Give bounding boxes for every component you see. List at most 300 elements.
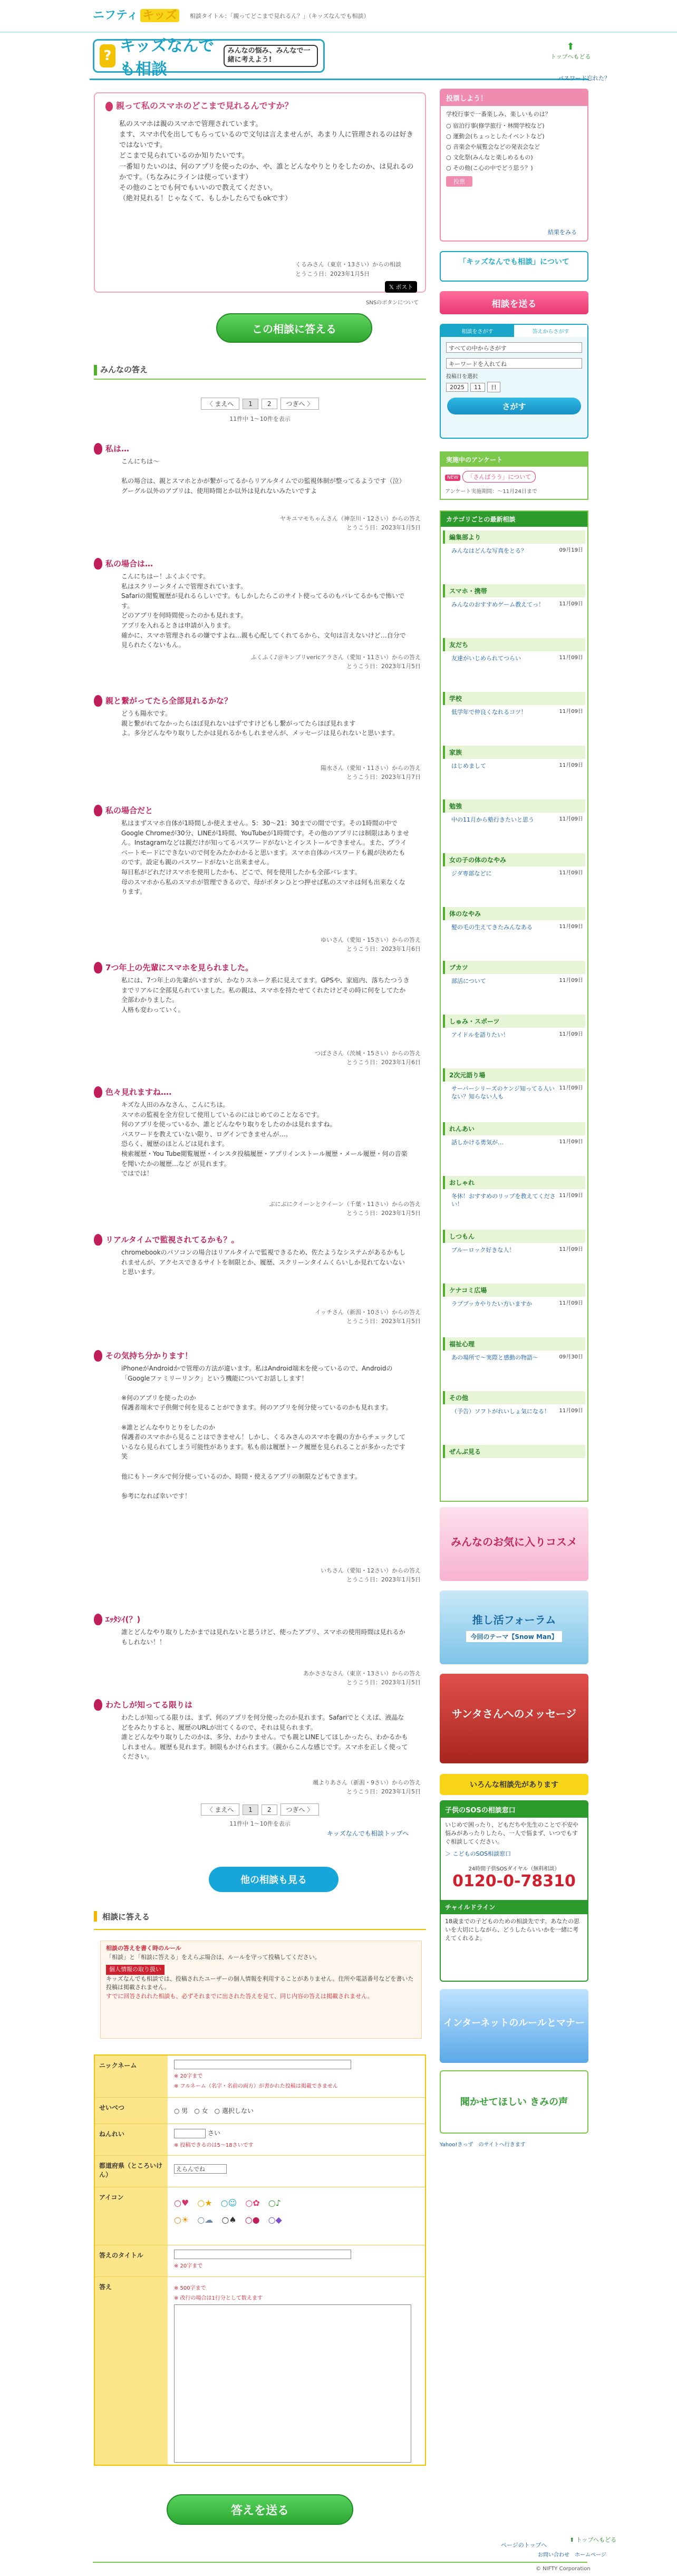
icon-label: アイコン [95,2187,168,2245]
category-item-date: 09月30日 [559,1354,583,1360]
category-name[interactable]: ぜんぶ見る [443,1445,585,1458]
category-item-label: はじめまして [451,763,486,769]
form-row-nickname [95,2056,425,2098]
category-block [443,1015,585,1039]
poll-result-link[interactable]: 結果をみる [548,229,577,236]
category-block [443,692,585,716]
category-item-label: 低学年で仲良くなれるコツ！ [451,709,527,716]
rules-title: 相談の答えを書く時のルール [106,1945,181,1952]
question-date: とうこう日：2023年1月5日 [295,271,370,277]
answer-title: 私の場合は… [105,559,153,568]
gender-none-label: 選択しない [221,2107,254,2115]
rules-line: キッズなんでも相談では、投稿されたユーザーの個人情報を利用することがありません。住所や電話番号などを書いた投稿は掲載されません。 [106,1975,414,1991]
category-name[interactable]: しゅみ・スポーツ [443,1015,585,1028]
category-block [443,1176,585,1209]
answer-icon [94,1699,102,1711]
x-post-button[interactable] [385,281,417,293]
childline-body: 18歳までの子どものための相談先です。あなたの思いを大切にしながら、どうしたらいいかを一緒に考えてくれるよ。 [445,1917,580,1942]
answer-body: 誰とどんなやり取りしたかまでは見れないと思うけど、使ったアプリ、スマホの使用時間は見れるかもしれない！！ [121,1628,405,1646]
poll-option-label: 文化祭(みんなと楽しめるもの) [453,154,533,161]
category-item-date: 11月09日 [559,655,583,661]
answer-date: とうこう日：2023年1月6日 [346,1059,421,1066]
pager-prev[interactable]: 〈 まえへ [201,398,240,410]
survey-heading: 実施中のアンケート [441,452,587,467]
search-box [440,324,588,439]
poll-option[interactable]: ○ 運動会(ちょっとしたイベントなど) [446,133,545,140]
question-author: くるみさん（東京・13さい）からの相談 [295,261,401,268]
answer-body: こんにちはー！ふくふくです。 私はスクリーンタイムで管理されています。 Safariの閲覧履歴が見れるらしいです。もしかしたらこのサイト使ってるのもバレてるかもで怖いです。 どのアプリを何時間使ったのかも見れます。 アプリを入れるときは申請が入ります。 確かに、スマホ管理されるの嫌ですよね…親も心配してくれてるから、文句は言えないけど…自分で見られたくないもん。 [121,573,406,649]
category-block [443,1230,585,1254]
footer-links[interactable]: お問い合わせ ホームページ [538,2552,606,2558]
net-rules-banner[interactable]: インターネットのルールとマナー [440,1989,588,2063]
category-item-label: 冬休！おすすめのリップを教えてください！ [451,1193,556,1208]
answer-date: とうこう日：2023年1月5日 [346,524,421,531]
answer-title: わたしが知ってる限りは [105,1700,193,1710]
category-block [443,1122,585,1146]
gender-radio-none[interactable]: ○ 選択しない [214,2107,254,2115]
category-latest-item[interactable] [443,813,585,824]
answer-body: iPhoneがAndroidかで管理の方法が違います。私はAndroid端末を使っているので、Androidの「Googleファミリーリンク」という機能についてお話しします！ ※何のアプリを使ったのか 保護者端末で子供側で何を見ることができます。何のアプリを何分使っているのかも見れます。 ※誰とどんなやりとりをしたのか 保護者のスマホから見ることはできません！しかし、くるみさんのスマホを親の方からチェックしているなら見られてしまう可能性があります。私も前は履歴トーク履歴を見られることが多かったです笑 他にもトータルで何分使っているのか、時間・使えるアプリの制限などもできます。 参考になれば幸いです！ [121,1365,406,1500]
new-badge: NEW [445,475,460,481]
form-heading: 相談に答える [94,1904,426,1930]
answer-author: ゆいさん（愛知・15さい）からの答え [321,937,421,943]
answer-title: 私の場合だと [105,806,153,815]
category-name[interactable]: 家族 [443,746,585,759]
category-item-date: 11月09日 [559,816,583,822]
pager-page-2[interactable]: 2 [262,399,277,409]
top-back-label: トップへもどる [576,2536,617,2543]
category-block [443,1445,585,1458]
answer-item [94,1614,426,1698]
answer-icon [94,805,102,816]
form-row-icon [95,2187,425,2245]
category-name[interactable]: 女の子の体のなやみ [443,853,585,866]
category-item-label: 中の11月から塾行きたいと思う [451,816,534,823]
category-name[interactable]: 福祉心理 [443,1337,585,1350]
category-item-label: 友達がいじめられてつらい [451,655,521,662]
category-item-label: ジダ専部などに [451,870,492,877]
category-block [443,799,585,824]
survey-period: アンケート実施期間：〜11月24日まで [445,489,537,495]
pager-next[interactable]: つぎへ 〉 [281,398,320,410]
answer-icon [94,443,102,455]
icon-choice-star-icon[interactable]: ○★ [197,2198,212,2208]
category-item-date: 11月09日 [559,1408,583,1414]
yahoo-link[interactable]: Yahoo!きっず のサイトへ行きます [440,2142,526,2148]
poll-option[interactable]: ○ 宿泊行事(修学旅行・林間学校など) [446,122,545,130]
category-item-label: サーバーシリーズのケンジ知ってる人いない？知らない人も [451,1085,555,1101]
answer-date: とうこう日：2023年1月7日 [346,774,421,780]
category-name[interactable]: その他 [443,1391,585,1404]
answer-body: chromebookのパソコンの場合はリアルタイムで監視できるため、佐たようなシステムがあるかもしれませんが、アクセスできるサイトを制限とか、履歴、スクリーンタイムくらいしか見れてないないと思います。 [121,1249,406,1276]
sos-tel-label: 24時間子供SOSダイヤル（無料相談） [468,1866,560,1872]
icon-choice-sun-icon[interactable]: ○☀ [174,2215,189,2225]
category-item-date: 11月09日 [559,924,583,930]
arrow-up-icon: ⬆ [566,41,575,52]
answer-item [94,962,426,1066]
title-label: 答えのタイトル [95,2245,168,2276]
category-block [443,1337,585,1362]
category-item-date: 11月09日 [559,1300,583,1306]
category-latest-item[interactable] [443,1135,585,1146]
answer-icon [94,1086,102,1098]
category-item-date: 11月09日 [559,870,583,876]
answer-item [94,805,426,952]
pager-top [94,398,426,410]
pager-page-2[interactable]: 2 [262,1805,277,1815]
age-unit: さい [207,2129,220,2137]
category-block [443,1068,585,1101]
answer-author: 颯よりあさん（新潟・9さい）からの答え [313,1779,421,1786]
top-link-label: トップへもどる [550,53,591,60]
search-tab-questions[interactable]: 相談をさがす [441,325,514,337]
see-other-button[interactable]: 他の相談も見る [209,1867,338,1892]
pref-select[interactable]: えらんでね [174,2164,227,2174]
logo-text: ニフティ [93,9,139,22]
poll-question: 学校行事で一番楽しみ、楽しいものは？ [446,111,551,118]
category-block [443,1284,585,1308]
pager-bottom [94,1803,426,1816]
category-item-label: みんなはどんな写真をとる？ [451,547,527,554]
category-latest-item[interactable] [443,651,585,662]
answer-date: とうこう日：2023年1月5日 [346,1210,421,1217]
pager-page-1[interactable]: 1 [243,399,258,409]
submit-answer-button[interactable]: 答えを送る [167,2494,353,2525]
answer-author: ぶにぶにクイーンとクイーン（千葉・11さい）からの答え [269,1201,421,1208]
category-item-label: 髪の毛の生えてきたみんなある [451,924,533,931]
title-note: ※ 20字まで [174,2263,203,2269]
category-latest-item[interactable] [443,1028,585,1039]
answer-author: イッチさん（新潟・10さい）からの答え [315,1309,421,1316]
answer-title: 親と繋がってたら全部見れるかな？ [105,696,233,706]
answer-textarea[interactable] [174,2304,411,2463]
answer-author: つばささん（茨城・15さい）からの答え [315,1050,421,1057]
brand-icon: ? [100,44,115,67]
answer-icon [94,558,102,570]
arrow-up-icon: ⬆ [569,2536,576,2543]
category-name[interactable]: 体のなやみ [443,907,585,920]
answer-date: とうこう日：2023年1月5日 [346,1788,421,1795]
category-item-date: 11月09日 [559,1139,583,1145]
category-name[interactable]: 学校 [443,692,585,705]
site-logo[interactable] [93,6,179,23]
answer-date: とうこう日：2023年1月5日 [346,1576,421,1583]
gender-label: せいべつ [95,2098,168,2124]
about-banner[interactable]: 「キッズなんでも相談」について [440,251,588,282]
gender-radio-female[interactable]: ○ 女 [194,2107,208,2115]
password-link[interactable]: パスワード忘れた？ [558,75,610,82]
category-latest-item[interactable] [443,1404,585,1415]
category-block [443,584,585,609]
category-block [443,530,585,555]
answer-author: あかささなさん（東京・13さい）からの答え [303,1670,421,1677]
top-back-link[interactable] [550,41,591,61]
icon-choice-drop-icon[interactable]: ○● [245,2215,260,2225]
category-latest-item[interactable] [443,1243,585,1254]
pref-label: 都道府県（ところいけん） [95,2156,168,2187]
category-block [443,907,585,931]
answer-body: 私はまずスマホ自体が1時間しか使えません。5：30〜21：30までの間でです。その1時間の中でGoogle Chromeが30分、LINEが1時間、YouTubeが1時間です。その他のアプリには制限はありません。Instagramなどは親だけが知ってるパスワードがないとインストールできません。また、プライベートモードにできないので何をみたかわかると思います。スマホ自体のパスワードも親が決めたものです。設定も親のパスワードがないと出来ません。 毎日私がどれだけスマホを使用したかも、どこで、何を使用したかも全部バレます。 母のスマホから私のスマホが管理できるので、母がボタンひとつ押せば私のスマホは何も出来なくなります。 [121,819,409,896]
answer-author: ふくふく♪＠キンプリvericアラさん（愛知・11さい）からの答え [250,654,421,661]
category-item-label: 部活について [451,978,486,985]
answer-icon [94,1350,102,1362]
send-question-button[interactable]: 相談を送る [440,291,588,314]
answer-item [94,1234,426,1329]
form-row-age [95,2124,425,2156]
category-name[interactable]: ブカツ [443,961,585,974]
category-item-date: 11月09日 [559,1247,583,1252]
answer-title: 色々見れますね…. [105,1087,172,1097]
answer-item [94,1699,426,1805]
answer-item [94,1350,426,1582]
category-item-label: （予告）ソフトがれいしょ気になる！ [451,1408,550,1415]
poll-option[interactable]: ○ その他(こ心の中でどう思う？) [446,165,533,172]
question-icon [105,102,113,111]
category-name[interactable]: スマホ・携帯 [443,584,585,597]
answer-note: ※ 500字まで [174,2285,206,2291]
category-list [440,510,588,1502]
pager-prev[interactable]: 〈 まえへ [201,1803,240,1816]
category-item-label: みんなのおすすめゲーム教えてっ！ [451,601,545,608]
sos-heading: 子供のSOSの相談窓口 [441,1801,587,1818]
category-latest-item[interactable] [443,597,585,609]
form-row-title [95,2245,425,2277]
icon-choice-spade-icon[interactable]: ○♠ [221,2215,237,2225]
answer-title: 7つ年上の先輩にスマホを見られました。 [105,963,254,972]
copyright: © NIFTY Corporation [536,2566,591,2572]
pager-next[interactable]: つぎへ 〉 [281,1803,320,1816]
icon-choices [174,2195,417,2228]
category-item-label: あの場所で〜実際と感動の物語〜 [451,1354,538,1361]
category-item-date: 09月19日 [559,547,583,553]
poll-option-label: 音楽会や展覧会などの発表会など [453,143,540,151]
question-line: 私のスマホは親のスマホで管理されています。 [119,120,263,128]
category-block [443,638,585,662]
nickname-note: ※ 20字まで [174,2073,203,2079]
pager-page-1[interactable]: 1 [243,1805,258,1815]
answer-title: リアルタイムで監視されてるかも？。 [105,1235,239,1244]
answer-this-button[interactable]: この相談に答える [216,313,372,343]
answer-icon [94,695,102,707]
answer-body: どうも陽水です。 親と繋がれてなかったらほぼ見れないはずですけどもし繋がってたらほぼ見れます よ。多分どんなやり取りしたかは見れるかもしれませんが、メッセージは見られないと思います。 [121,710,399,737]
category-latest-item[interactable] [443,705,585,716]
category-name[interactable]: 友だち [443,638,585,651]
brand-title: キッズなんでも相談 [119,37,215,79]
answer-body: わたしが知ってる限りは、まず、何のアプリを何分使ったのか見れます。Safariでとくえば、液晶などをみたりすると、履歴のURLが出てくるので、それは見られます。 誰とどんなやり取りしたのかは、多分、わかりません。でも親とLINEしてほしかったら、わかるかもしれません。履歴も見れます。制限もかけられます。（親からこんな感じです。スマホを正しく使ってください。 [121,1714,408,1761]
question-line: 一番知りたいのは、何のアプリを使ったのか、や、誰とどんなやりとりをしたのか、は見れるのかです。（ちなみにラインは使っています） [119,162,414,181]
category-item-date: 11月09日 [559,1031,583,1037]
poll-heading: 投票しよう！ [441,90,587,106]
category-latest-item[interactable] [443,759,585,770]
oshikatsu-banner[interactable] [440,1590,588,1664]
category-latest-item[interactable] [443,1350,585,1362]
x-post-label: ポスト [395,284,413,291]
answer-note2: ※ 改行の場合は1行分として数えます [174,2295,263,2301]
category-item-label: 話しかける勇気が… [451,1139,504,1146]
form-row-answer [95,2277,425,2465]
category-name[interactable]: しつもん [443,1230,585,1243]
nickname-note2: ※ フルネーム（名字・名前の両方）が書かれた投稿は掲載できません [174,2083,338,2089]
age-label: ねんれい [95,2124,168,2155]
santa-banner[interactable]: サンタさんへのメッセージ [440,1674,588,1763]
answer-author: いちさん（愛知・12さい）からの答え [321,1567,421,1574]
question-line: （絶対見れる！じゃなくて、もしかしたらでもokです） [119,194,292,202]
category-latest-item[interactable] [443,920,585,931]
oshikatsu-theme: 今回のテーマ【Snow Man】 [466,1631,562,1642]
category-item-label: ブルーロック好きな人！ [451,1247,515,1253]
category-name[interactable]: ケナコミ広場 [443,1284,585,1297]
nickname-label: ニックネーム [95,2056,168,2097]
answer-form [94,2054,426,2466]
answer-label: 答え [95,2277,168,2465]
gender-male-label: 男 [181,2107,188,2115]
category-item-date: 11月09日 [559,1085,583,1091]
poll-option[interactable]: ○ 文化祭(みんなと楽しめるもの) [446,154,533,161]
poll-option-label: 運動会(ちょっとしたイベントなど) [453,133,545,140]
answer-item [94,1086,426,1217]
poll-option-label: 宿泊行事(修学旅行・林間学校など) [453,122,545,130]
survey-link[interactable]: 「さんばうう」について [462,471,536,483]
question-line: その他のことでも何でもいいので教えてください。 [119,184,277,192]
rules-line: すでに回答されれた相談も、必ずそれまでに出された答えを見て、同じ内容の答えは掲載されません。 [106,1992,373,2000]
category-latest-item[interactable] [443,866,585,877]
category-item-date: 11月09日 [559,709,583,715]
title-input[interactable] [174,2250,351,2259]
form-row-pref [95,2156,425,2187]
age-note: ※ 投稿できるのは5〜18さいです [174,2142,254,2148]
sos-link[interactable]: ＞ こどものSOS相談窓口 [445,1850,511,1857]
answer-icon [94,1234,102,1246]
category-item-date: 11月09日 [559,763,583,768]
category-latest-item[interactable] [443,1297,585,1308]
nickname-input[interactable] [174,2060,351,2069]
category-item-date: 11月09日 [559,1193,583,1199]
search-month-select[interactable]: 11 [470,383,485,392]
poll-box [440,89,588,242]
answer-icon [94,1614,102,1625]
answers-heading: みんなの答え [94,364,426,380]
category-name[interactable]: 2次元語り場 [443,1068,585,1082]
category-latest-item[interactable] [443,1082,585,1101]
consult-places-heading: いろんな相談先があります [440,1774,588,1795]
top-back-link-bottom[interactable] [569,2535,616,2544]
search-year-select[interactable]: 2025 [446,383,468,392]
answer-author: 陽水さん（愛知・11さい）からの答え [321,765,421,771]
answer-author: ヤキユマモちゃんさん（神奈川・12さい）からの答え [280,515,421,522]
question-title [105,99,293,111]
page-top-link[interactable]: ページのトップへ [501,2542,547,2549]
voice-banner[interactable]: 聞かせてほしい きみの声 [440,2070,588,2134]
survey-box [440,451,588,500]
to-top-link[interactable]: キッズなんでも相談トップへ [327,1830,409,1837]
oshikatsu-title: 推し活フォーラム [472,1614,556,1626]
icon-choice-heart-icon[interactable]: ○♥ [174,2198,189,2208]
sns-note-link[interactable]: SNSのボタンについて [366,300,419,306]
search-button[interactable]: さがす [447,398,581,414]
category-item-label: アイドルを語りたい！ [451,1031,509,1038]
category-item-label: ラプブッカやりたい方いますか [451,1300,533,1307]
icon-choice-flower-icon[interactable]: ○✿ [245,2198,260,2208]
logo-kids: キッズ [140,9,179,22]
category-block [443,746,585,770]
form-row-gender [95,2098,425,2124]
poll-option[interactable]: ○ 音楽会や展覧会などの発表会など [446,143,540,151]
answer-item [94,695,426,779]
x-icon: 𝕏 [389,284,396,291]
search-keyword-input[interactable]: キーワードを入れてね [446,358,582,369]
category-name[interactable]: おしゃれ [443,1176,585,1189]
question-body [119,119,414,204]
search-date-label: 投稿日を選択 [446,374,478,380]
poll-vote-button[interactable]: 投票 [446,176,472,187]
brand-subtitle: みんなの悩み、みんなで一緒に考えよう! [224,45,318,67]
search-category-select[interactable]: すべての中からさがす [446,342,582,353]
category-name[interactable]: れんあい [443,1122,585,1135]
rules-line: 「相談」と「相談に答える」をえらぶ場合は、ルールを守って投稿してください。 [106,1953,321,1961]
answer-date: とうこう日：2023年1月5日 [346,663,421,670]
breadcrumb: 相談タイトル：「親ってどこまで見れるん？」（キッズなんでも相談） [190,13,370,20]
cosme-banner[interactable]: みんなのお気に入りコスメ [440,1507,588,1581]
category-latest-item[interactable] [443,974,585,985]
category-latest-item[interactable] [443,544,585,555]
icon-choice-cloud-icon[interactable]: ○☁ [197,2215,214,2225]
rules-subhead: 個人情報の取り扱い [106,1965,165,1975]
brand-logo[interactable] [93,37,325,79]
answer-icon [94,962,102,973]
category-block [443,853,585,877]
sos-box [440,1800,588,1982]
question-line: ます、スマホ代を出してもらっているので文句は言えませんが、あまり人に管理されるのは好きではないです。 [119,131,413,150]
answer-item [94,443,426,533]
childline-heading[interactable]: チャイルドライン [441,1900,587,1914]
answer-body: 私には、7つ年上の先輩がいますが、かなりスネーク系に見えてます。GPSや、家庭内、落ちたつうきまでリアルに全部見られていました。私の親は、スマホを持たせてくれたけどその時に何をしてたか全部わかりました。 人格も変わっていく。 [121,977,410,1014]
search-day-select[interactable]: 日 [487,382,500,392]
answer-body: こんにちは〜 私の場合は、親とスマホとかが繋がってるからリアルタイムでの監視体制が整ってるようです（泣） グーグル以外のアプリは、使用時間とか以外は見れないみたいですよ [121,458,405,495]
answer-title: 私は… [105,444,130,454]
icon-choice-smile-icon[interactable]: ○☺ [220,2198,237,2208]
question-line: どこまで見られているのか知りたいです。 [119,152,249,160]
category-item-date: 11月09日 [559,978,583,983]
gender-radio-male[interactable]: ○ 男 [174,2107,188,2115]
search-tab-answers[interactable]: 答えからさがす [514,325,587,337]
category-name[interactable]: 勉強 [443,799,585,813]
category-item-date: 11月09日 [559,601,583,607]
sos-tel-number[interactable]: 0120-0-78310 [452,1871,576,1890]
pager-count: 11件中 1～10件を表示 [229,1820,291,1827]
question-title-text: 親って私のスマホのどこまで見れるんですか？ [116,101,293,111]
gender-female-label: 女 [201,2107,208,2115]
answer-title: ｴｯﾀｼｲ(？) [105,1615,141,1624]
icon-choice-note-icon[interactable]: ○♪ [268,2198,281,2208]
category-block [443,1391,585,1415]
footer-divider [93,2562,587,2563]
category-heading: カテゴリごとの最新相談 [441,512,587,527]
age-input[interactable] [174,2129,206,2138]
category-block [443,961,585,985]
pager-count: 11件中 1～10件を表示 [229,416,291,422]
rules-box [100,1941,422,2039]
answer-date: とうこう日：2023年1月6日 [346,946,421,952]
answer-date: とうこう日：2023年1月5日 [346,1318,421,1325]
category-name[interactable]: 編集部より [443,530,585,544]
answer-body: キズな人田のみなさん、こんにちは。 スマホの監視を全方位して使用しているのにはじめてのことなるです。 何のアプリを使っているか、誰とどんなやり取りをしたのかは見れますね。 パスワードを教えていない限り、ログインできませんが…。 恐らく、履歴のほとんどは見れます。 検索履歴・You Tube閲覧履歴・インスタ投稿履歴・アプリインストール履歴・メール履歴・何の音楽を聞いたかの履歴…など が見れます。 ではでは！ [121,1101,408,1178]
icon-choice-diamond-icon[interactable]: ○◆ [268,2215,282,2225]
sos-body: いじめで困ったり、どもだちや先生のことで不安や悩みがあったりしたら、一人で悩まず、いつでもすぐ相談してください。 [445,1821,578,1845]
category-latest-item[interactable] [443,1189,585,1209]
answer-title: その気持ち分かります！ [105,1351,193,1361]
answer-date: とうこう日：2023年1月5日 [346,1679,421,1686]
poll-option-label: その他(こ心の中でどう思う？) [453,165,533,172]
